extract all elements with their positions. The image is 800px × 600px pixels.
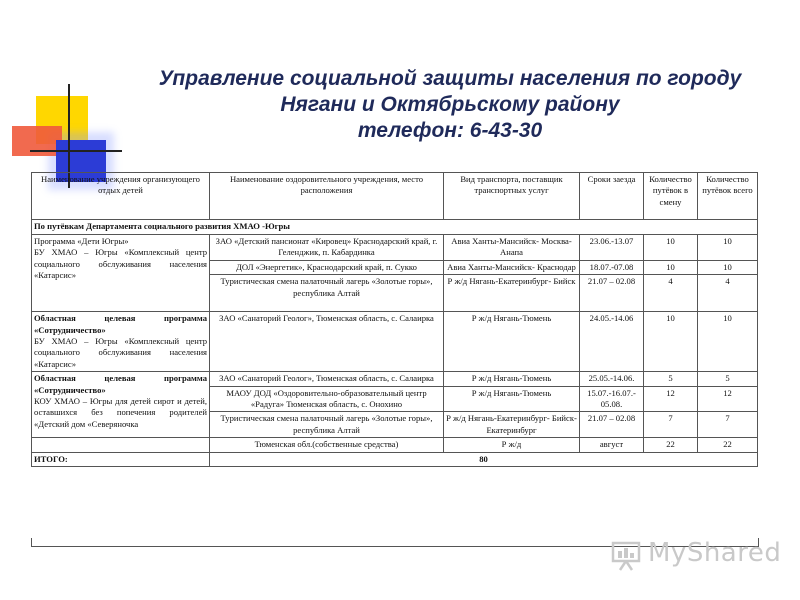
per-shift-cell: 5 — [644, 372, 698, 386]
total-cell: 7 — [698, 412, 758, 438]
total-value: 80 — [210, 452, 758, 466]
dates-cell: 21.07 – 02.08 — [580, 275, 644, 312]
table-row — [32, 312, 758, 372]
transport-cell: Р ж/д Нягань-Тюмень — [444, 372, 580, 386]
col-header-dates: Сроки заезда — [580, 173, 644, 220]
camps-table — [31, 172, 758, 467]
dates-cell: 18.07.-07.08 — [580, 260, 644, 274]
col-header-per-shift: Количество путёвок в смену — [644, 173, 698, 220]
organizer-title: Областная целевая программа «Сотрудничество» — [34, 373, 207, 395]
facility-cell: ЗАО «Детский пансионат «Кировец» Краснодарский край, г. Геленджик, п. Кабардинка — [210, 235, 444, 261]
facility-cell: Туристическая смена палаточный лагерь «Золотые горы», республика Алтай — [210, 275, 444, 312]
table-row — [32, 235, 758, 261]
transport-cell: Р ж/д — [444, 438, 580, 452]
facility-cell: МАОУ ДОД «Оздоровительно-образовательный центр «Радуга» Тюменская область, с. Онохино — [210, 386, 444, 412]
transport-cell: Авиа Ханты-Мансийск- Краснодар — [444, 260, 580, 274]
watermark-text: MyShared — [648, 538, 782, 568]
total-cell: 22 — [698, 438, 758, 452]
table-header-row — [32, 173, 758, 220]
transport-cell: Р ж/д Нягань-Тюмень — [444, 386, 580, 412]
transport-cell: Р ж/д Нягань-Екатеринбург- Бийск — [444, 275, 580, 312]
organizer-text: БУ ХМАО – Югры «Комплексный центр социального обслуживания населения «Катарсис» — [34, 336, 207, 369]
total-row — [32, 452, 758, 466]
col-header-transport: Вид транспорта, поставщик транспортных услуг — [444, 173, 580, 220]
table-row-own-funds — [32, 438, 758, 452]
organizer-cell-empty — [32, 438, 210, 452]
organizer-cell — [32, 372, 210, 438]
transport-cell: Авиа Ханты-Мансийск- Москва- Анапа — [444, 235, 580, 261]
facility-cell: ЗАО «Санаторий Геолог», Тюменская область, с. Салаирка — [210, 372, 444, 386]
total-label: ИТОГО: — [32, 452, 210, 466]
transport-cell: Р ж/д Нягань-Екатеринбург- Бийск-Екатеринбург — [444, 412, 580, 438]
presentation-board-icon — [610, 539, 644, 573]
col-header-facility: Наименование оздоровительного учреждения, место расположения — [210, 173, 444, 220]
section-title: По путёвкам Департамента социального развития ХМАО -Югры — [32, 220, 758, 235]
dates-cell: август — [580, 438, 644, 452]
dates-cell: 21.07 – 02.08 — [580, 412, 644, 438]
phone-line: телефон: 6-43-30 — [357, 119, 543, 142]
table-row — [32, 372, 758, 386]
dates-cell: 24.05.-14.06 — [580, 312, 644, 372]
col-header-total: Количество путёвок всего — [698, 173, 758, 220]
section-row — [32, 220, 758, 235]
per-shift-cell: 7 — [644, 412, 698, 438]
transport-cell: Р ж/д Нягань-Тюмень — [444, 312, 580, 372]
per-shift-cell: 10 — [644, 312, 698, 372]
facility-cell: ДОЛ «Энергетик», Краснодарский край, п. Сукко — [210, 260, 444, 274]
facility-cell: ЗАО «Санаторий Геолог», Тюменская область, с. Салаирка — [210, 312, 444, 372]
organizer-title: Областная целевая программа «Сотрудничество» — [34, 313, 207, 335]
per-shift-cell: 22 — [644, 438, 698, 452]
per-shift-cell: 10 — [644, 260, 698, 274]
total-cell: 10 — [698, 260, 758, 274]
facility-cell: Туристическая смена палаточный лагерь «Золотые горы», республика Алтай — [210, 412, 444, 438]
total-cell: 4 — [698, 275, 758, 312]
decor-horizontal-line — [30, 150, 122, 152]
organizer-text: КОУ ХМАО – Югры для детей сирот и детей, оставшихся без попечения родителей «Детский дом «Северяночка — [34, 396, 207, 429]
dates-cell: 25.05.-14.06. — [580, 372, 644, 386]
organizer-title: Программа «Дети Югры» — [34, 236, 129, 246]
per-shift-cell: 12 — [644, 386, 698, 412]
dates-cell: 23.06.-13.07 — [580, 235, 644, 261]
dates-cell: 15.07.-16.07.- 05.08. — [580, 386, 644, 412]
facility-cell: Тюменская обл.(собственные средства) — [210, 438, 444, 452]
organizer-text: БУ ХМАО – Югры «Комплексный центр социального обслуживания населения «Катарсис» — [34, 247, 207, 281]
watermark-logo — [608, 536, 782, 576]
organizer-cell — [32, 312, 210, 372]
total-cell: 10 — [698, 312, 758, 372]
total-cell: 10 — [698, 235, 758, 261]
title-line-1: Управление социальной защиты населения по городу — [158, 67, 742, 90]
organizer-cell — [32, 235, 210, 312]
total-cell: 12 — [698, 386, 758, 412]
per-shift-cell: 4 — [644, 275, 698, 312]
per-shift-cell: 10 — [644, 235, 698, 261]
total-cell: 5 — [698, 372, 758, 386]
title-line-2: Нягани и Октябрьскому району — [280, 93, 620, 116]
col-header-organizer: Наименование учреждения организующего отдых детей — [32, 173, 210, 220]
